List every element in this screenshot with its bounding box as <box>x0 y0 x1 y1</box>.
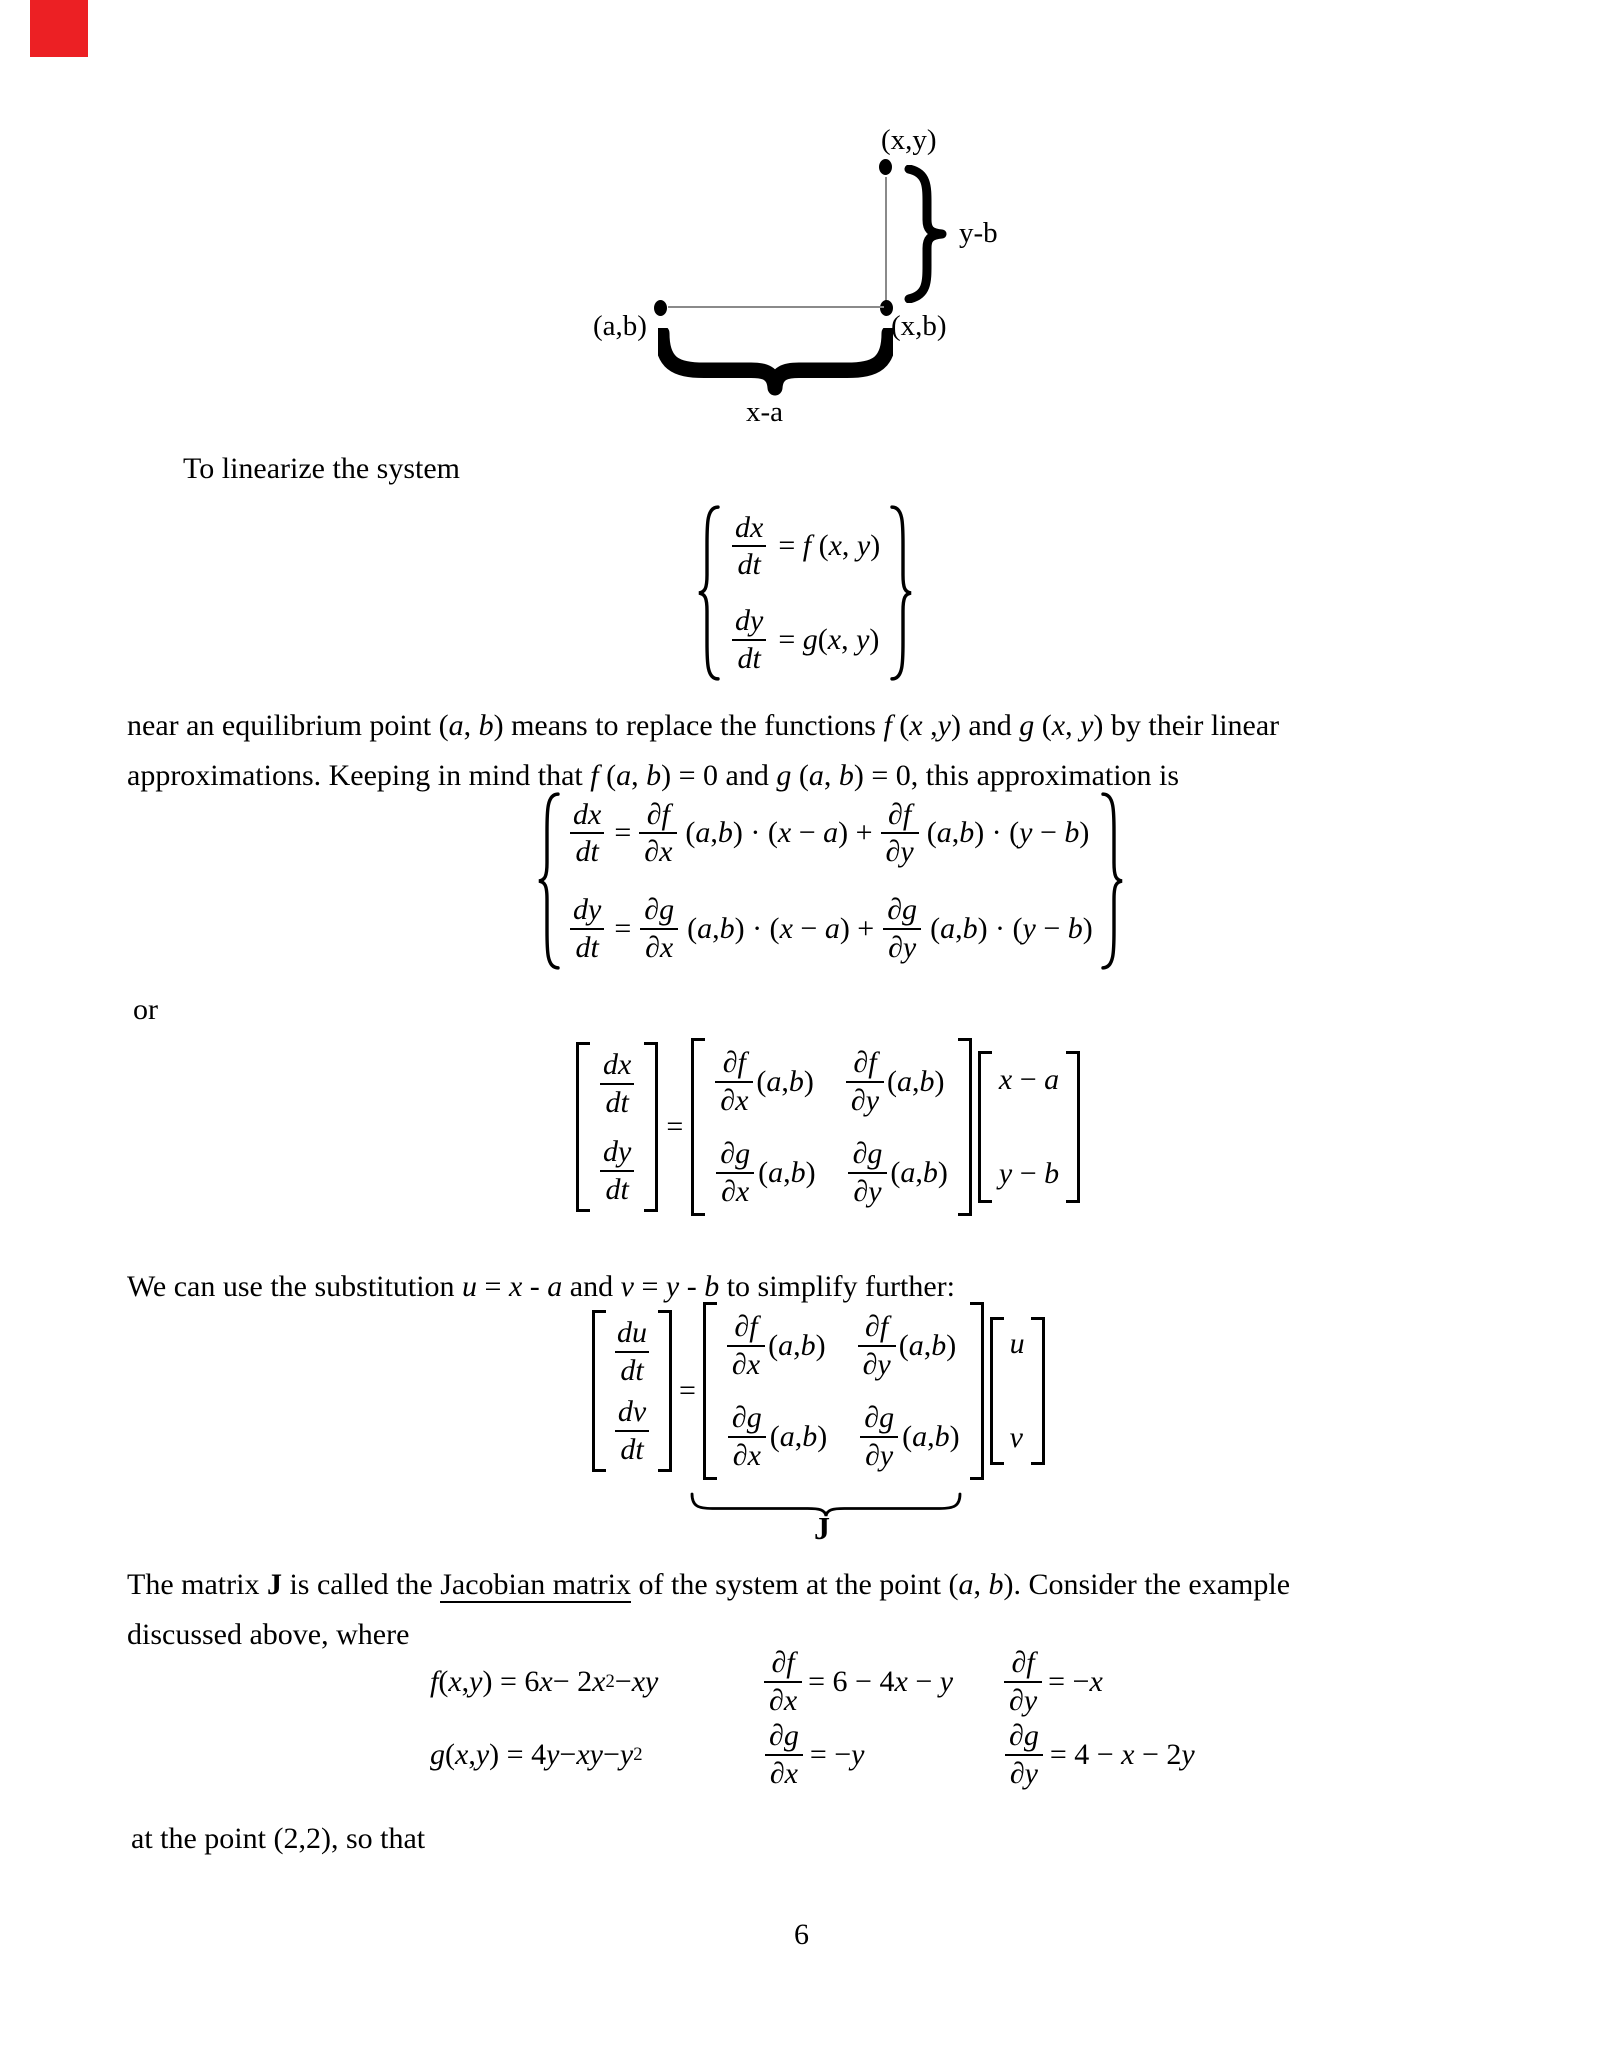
matrix-equation-2 <box>592 1302 1045 1546</box>
or-text: or <box>133 993 158 1026</box>
vector-entry-yb: y − b <box>998 1157 1060 1191</box>
fraction-dy-dt: $\frac{dy}{dt}$ <box>730 604 768 675</box>
fraction-pf-py: $\frac{\partial f}{\partial y}$ <box>881 798 919 869</box>
diagram-label-xa: x-a <box>746 396 784 428</box>
vector-entry-u: u <box>1009 1327 1025 1361</box>
matrix-bracket-right <box>958 1038 972 1216</box>
paragraph-equilibrium <box>127 701 1279 801</box>
horizontal-connector-line <box>668 306 884 308</box>
jacobian-matrix <box>691 1038 972 1216</box>
example-g-definition: g ( x , y ) = 4 y − xy − y 2 <box>430 1738 643 1771</box>
jacobian-cell-12 <box>858 1310 957 1381</box>
jacobian-cell-22 <box>859 1401 959 1472</box>
fraction-pf-py: $\frac{\partial f}{\partial y}$ <box>1004 1646 1042 1717</box>
jacobian-cell-11 <box>727 1310 826 1381</box>
equals-sign: = <box>666 1110 684 1144</box>
dfdx-value: = 6 − 4x − y <box>808 1665 954 1698</box>
rhs-f-xy: = f (x, y) <box>778 529 881 563</box>
term-ab: (a,b) <box>769 1419 828 1453</box>
rhs-uv-vector <box>990 1317 1045 1465</box>
fraction-pf-px: $\frac{\partial f}{\partial x}$ <box>764 1646 802 1717</box>
vector-entry-xa: x − a <box>998 1063 1060 1097</box>
left-curly-brace-icon <box>536 790 562 972</box>
matrix-bracket-left <box>978 1051 992 1203</box>
fraction-pg-px: $\frac{\partial g}{\partial x}$ <box>764 1719 804 1790</box>
vertical-connector-line <box>885 177 887 303</box>
matrix-bracket-right <box>1031 1317 1045 1465</box>
fraction-pf-px: $\frac{\partial f}{\partial x}$ <box>727 1310 765 1381</box>
y-b-brace-icon <box>903 165 947 303</box>
matrix-bracket-left <box>592 1310 606 1472</box>
jacobian-j-label: J <box>814 1510 830 1546</box>
system-1-body <box>722 511 888 675</box>
diagram-label-xb: (x,b) <box>891 310 947 342</box>
paragraph-jacobian-line2: discussed above, where <box>127 1618 410 1651</box>
fraction-pg-py: $\frac{\partial g}{\partial y}$ <box>848 1137 888 1208</box>
fraction-dy-dt: $\frac{dy}{dt}$ <box>598 1135 636 1206</box>
equals-sign: = <box>679 1374 696 1408</box>
fraction-dx-dt: $\frac{dx}{dt}$ <box>568 798 606 869</box>
fraction-dx-dt: $\frac{dx}{dt}$ <box>730 511 768 582</box>
example-dgdy <box>1004 1719 1195 1790</box>
term-ab: (a,b) <box>756 1064 814 1098</box>
page-number: 6 <box>794 1918 809 1951</box>
red-annotation-mark <box>30 0 88 57</box>
fraction-pf-px: $\frac{\partial f}{\partial x}$ <box>639 798 677 869</box>
lhs-derivative-vector <box>576 1042 658 1212</box>
fraction-pf-py: $\frac{\partial f}{\partial y}$ <box>858 1310 896 1381</box>
vector-entry-v: v <box>1009 1421 1023 1455</box>
paragraph-jacobian-line1: The matrix J is called the Jacobian matrix of the system at the point (a, b). Consider the example <box>127 1568 1291 1601</box>
right-curly-brace-icon <box>888 503 914 683</box>
term-ab-xa: (a,b) · (x − a) + <box>687 911 875 945</box>
jacobian-cell-21 <box>727 1401 827 1472</box>
fraction-pg-px: $\frac{\partial g}{\partial x}$ <box>639 893 679 964</box>
point-dot-ab <box>654 300 667 316</box>
paragraph-equilibrium-line2: approximations. Keeping in mind that f (a, b) = 0 and g (a, b) = 0, this approximation is <box>127 759 1180 792</box>
term-ab-yb: (a,b) · (y − b) <box>926 816 1090 850</box>
matrix-bracket-right <box>1066 1051 1080 1203</box>
intro-text: To linearize the system <box>183 452 460 485</box>
jacobian-cell-22 <box>848 1137 948 1208</box>
right-curly-brace-icon <box>1099 790 1125 972</box>
dgdx-value: = −y <box>809 1738 865 1771</box>
closing-text: at the point (2,2), so that <box>131 1822 426 1855</box>
matrix-bracket-left <box>691 1038 705 1216</box>
equation-dxdt-f <box>730 511 880 582</box>
rhs-offset-vector <box>978 1051 1080 1203</box>
paragraph-substitution: We can use the substitution u = x - a and v = y - b to simplify further: <box>127 1270 955 1303</box>
term-ab: (a,b) <box>890 1155 948 1189</box>
fraction-pg-px: $\frac{\partial g}{\partial x}$ <box>727 1401 767 1472</box>
diagram-label-ab: (a,b) <box>593 310 647 342</box>
jacobian-cell-11 <box>715 1046 814 1117</box>
matrix-bracket-right <box>658 1310 672 1472</box>
fraction-dy-dt: $\frac{dy}{dt}$ <box>568 893 606 964</box>
diagram-label-xy: (x,y) <box>881 124 937 156</box>
approximation-row-g <box>568 893 1093 964</box>
term-ab: (a,b) <box>768 1328 826 1362</box>
equals-sign: = <box>614 911 632 945</box>
matrix-bracket-left <box>703 1302 717 1480</box>
equals-sign: = <box>614 816 632 850</box>
point-dot-xy <box>879 159 892 175</box>
dfdy-value: = −x <box>1048 1665 1103 1698</box>
left-curly-brace-icon <box>696 503 722 683</box>
term-ab: (a,b) <box>898 1328 957 1362</box>
jacobian-cell-21 <box>715 1137 815 1208</box>
diagram-label-yb: y-b <box>959 217 998 249</box>
jacobian-matrix <box>703 1302 984 1480</box>
term-ab-xa: (a,b) · (x − a) + <box>685 816 873 850</box>
term-ab: (a,b) <box>758 1155 816 1189</box>
fraction-pf-px: $\frac{\partial f}{\partial x}$ <box>715 1046 753 1117</box>
x-a-brace-icon <box>658 328 893 396</box>
fraction-du-dt: $\frac{du}{dt}$ <box>617 1316 647 1387</box>
example-f-definition: f ( x , y ) = 6 x − 2 x 2 − xy <box>430 1665 659 1698</box>
equation-dydt-g <box>730 604 880 675</box>
term-ab: (a,b) <box>902 1419 960 1453</box>
example-dgdx <box>764 1719 1004 1790</box>
matrix-bracket-left <box>576 1042 590 1212</box>
jacobian-cell-12 <box>846 1046 945 1117</box>
dgdy-value: = 4 − x − 2y <box>1049 1738 1195 1771</box>
fraction-pg-py: $\frac{\partial g}{\partial y}$ <box>859 1401 899 1472</box>
matrix-equation-1 <box>576 1038 1080 1216</box>
fraction-dx-dt: $\frac{dx}{dt}$ <box>598 1048 636 1119</box>
fraction-pg-px: $\frac{\partial g}{\partial x}$ <box>715 1137 755 1208</box>
paragraph-equilibrium-line1: near an equilibrium point (a, b) means to replace the functions f (x ,y) and g (x, y) by their linear <box>127 709 1280 742</box>
term-ab: (a,b) <box>887 1064 945 1098</box>
matrix-bracket-right <box>970 1302 984 1480</box>
linearization-diagram <box>570 95 1090 440</box>
example-row-g <box>430 1697 1195 1813</box>
rhs-g-xy: = g(x, y) <box>778 622 880 656</box>
fraction-pg-py: $\frac{\partial g}{\partial y}$ <box>882 893 922 964</box>
system-2-body <box>562 798 1099 964</box>
matrix-bracket-right <box>644 1042 658 1212</box>
fraction-pg-py: $\frac{\partial g}{\partial y}$ <box>1004 1719 1044 1790</box>
lhs-uv-derivative-vector <box>592 1310 672 1472</box>
equation-system-1 <box>696 503 914 683</box>
fraction-dv-dt: $\frac{dv}{dt}$ <box>613 1395 651 1466</box>
matrix-bracket-left <box>990 1317 1004 1465</box>
approximation-row-f <box>568 798 1093 869</box>
fraction-pf-py: $\frac{\partial f}{\partial y}$ <box>846 1046 884 1117</box>
equation-system-2 <box>536 790 1125 972</box>
term-ab-yb: (a,b) · (y − b) <box>930 911 1093 945</box>
